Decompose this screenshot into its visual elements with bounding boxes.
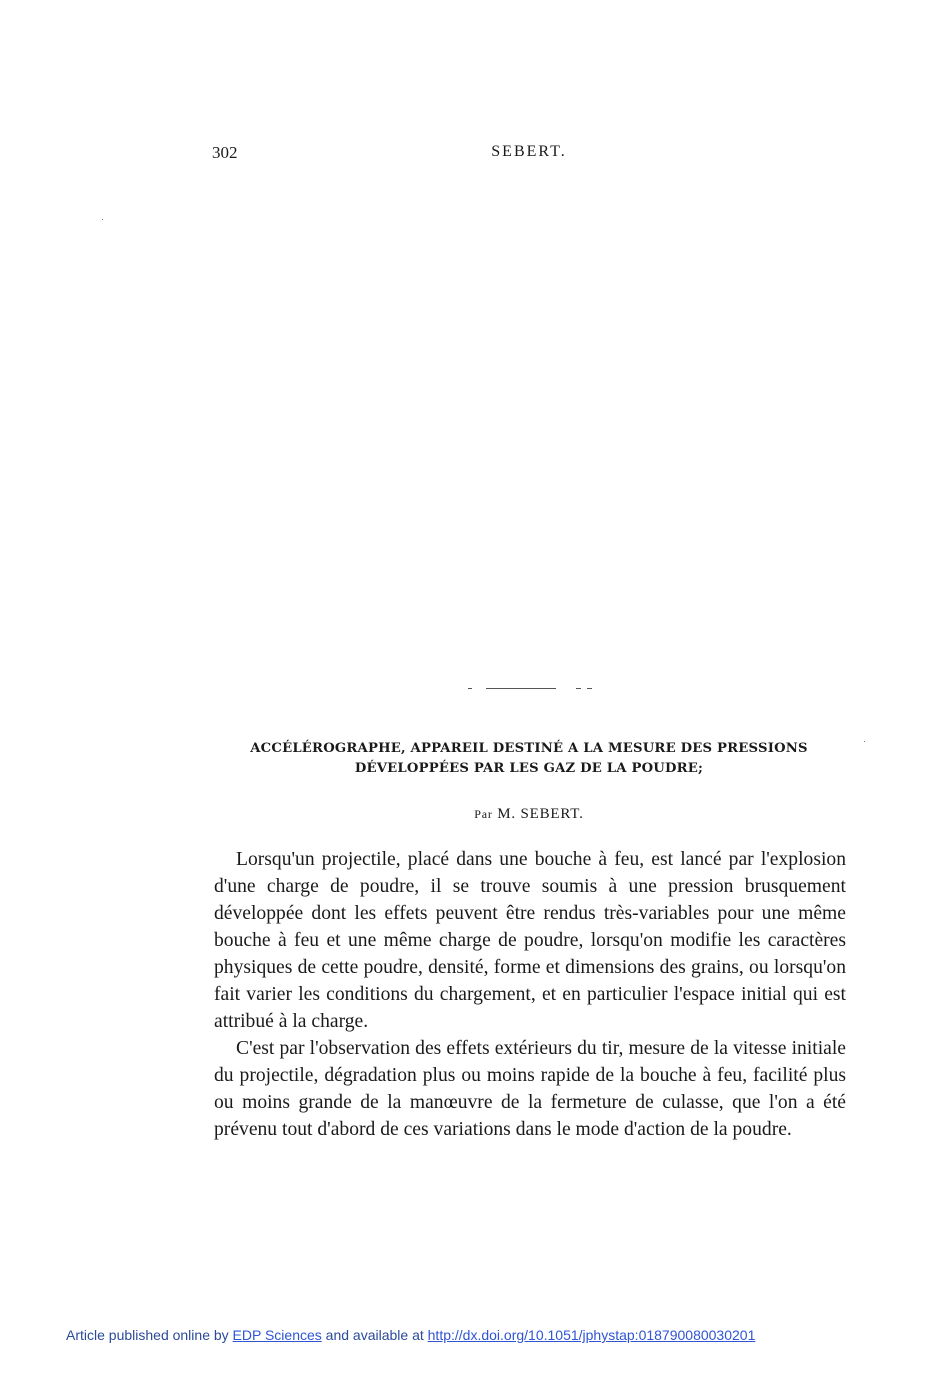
paragraph: Lorsqu'un projectile, placé dans une bouche à feu, est lancé par l'explosion d'une charge de poudre, il se trouve soumis à une pression brusquement développée dont les effets peuvent être rendus très-variables pour une même bouche à feu et une même charge de poudre, lorsqu'on modifie les caractères physiques de cette poudre, densité, forme et dimensions des grains, ou lorsqu'on fait varier les conditions du chargement, et en particulier l'espace initial qui est attribué à la charge. [214, 849, 846, 1032]
doi-link[interactable]: http://dx.doi.org/10.1051/jphystap:018790080030201 [427, 1327, 756, 1343]
page-number: 302 [212, 143, 238, 162]
scan-speck [864, 741, 865, 742]
scan-speck [102, 219, 103, 220]
byline-prefix: Par [474, 807, 493, 821]
footer-middle: and available at [325, 1327, 424, 1343]
section-divider [468, 688, 594, 690]
byline-author: M. SEBERT. [497, 806, 584, 822]
paragraph: C'est par l'observation des effets extérieurs du tir, mesure de la vitesse initiale du projectile, dégradation plus ou moins rapide de la bouche à feu, facilité plus ou moins grande de la manœuvre de la fermeture de culasse, que l'on a été prévenu tout d'abord de ces variations dans le mode d'action de la poudre. [214, 1038, 846, 1140]
article-title-line-2: DÉVELOPPÉES PAR LES GAZ DE LA POUDRE; [354, 761, 704, 776]
footer-prefix: Article published online by [66, 1327, 229, 1343]
publisher-link[interactable]: EDP Sciences [232, 1327, 322, 1343]
running-head: SEBERT. [491, 143, 567, 160]
article-title [212, 739, 846, 779]
page-header [212, 143, 846, 167]
article-body [214, 846, 846, 1143]
article-title-line-1: ACCÉLÉROGRAPHE, APPAREIL DESTINÉ A LA MESURE DES PRESSIONS [250, 741, 808, 756]
byline [212, 806, 846, 823]
publication-footer [66, 1327, 755, 1343]
